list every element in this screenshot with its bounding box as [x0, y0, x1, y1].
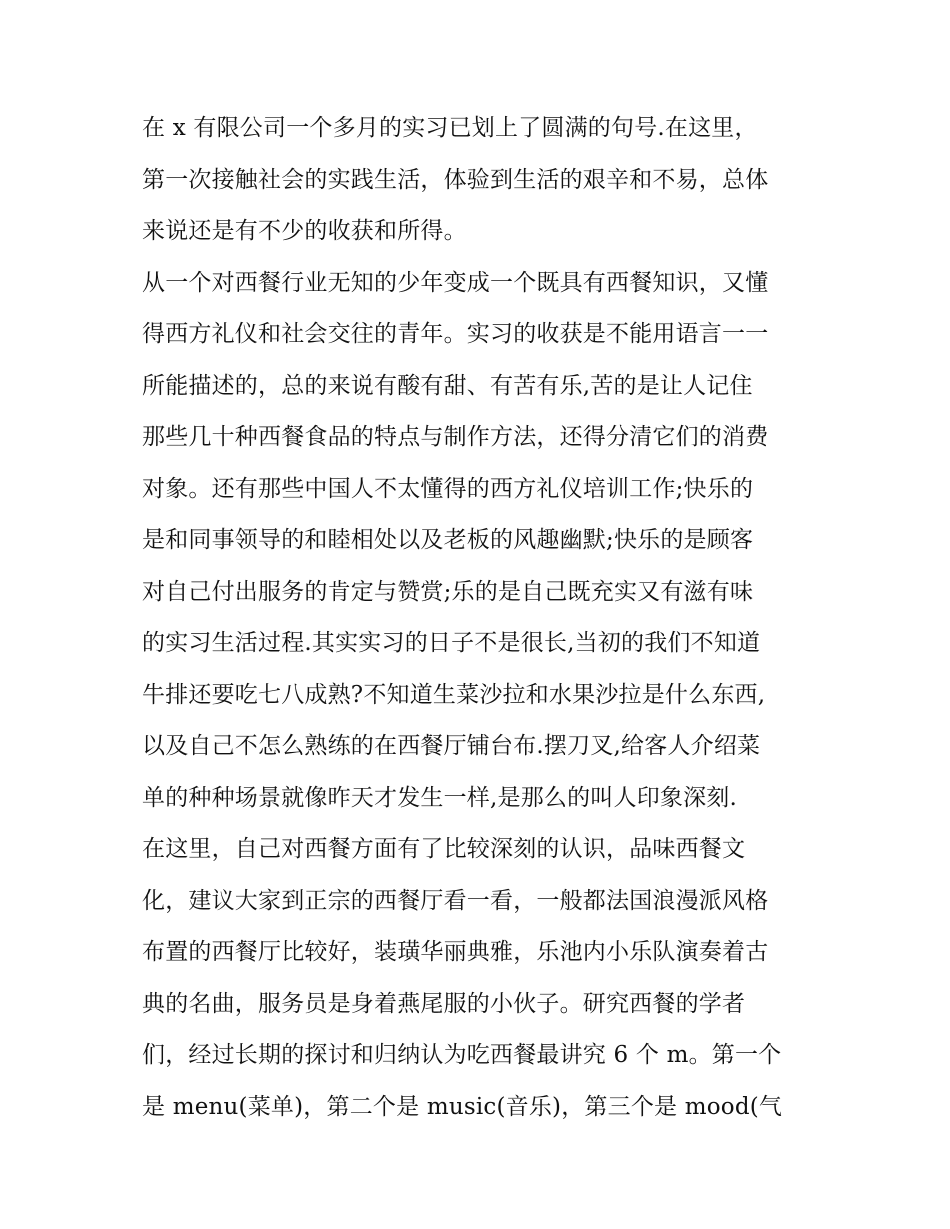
text-line: 从一个对西餐行业无知的少年变成一个既具有西餐知识，又懂 — [142, 269, 769, 296]
text-line: 化，建议大家到正宗的西餐厅看一看，一般都法国浪漫派风格 — [142, 887, 769, 914]
text-line: 对自己付出服务的肯定与赞赏;乐的是自己既充实又有滋有味 — [142, 578, 754, 605]
text-line: 所能描述的，总的来说有酸有甜、有苦有乐,苦的是让人记住 — [142, 372, 753, 399]
text-line: 对象。还有那些中国人不太懂得的西方礼仪培训工作;快乐的 — [142, 475, 754, 502]
text-line: 单的种种场景就像昨天才发生一样,是那么的叫人印象深刻. — [142, 784, 738, 811]
text-line: 在 x 有限公司一个多月的实习已划上了圆满的句号.在这里， — [142, 115, 758, 141]
text-line: 布置的西餐厅比较好，装璜华丽典雅，乐池内小乐队演奏着古 — [142, 939, 769, 965]
text-line: 以及自己不怎么熟练的在西餐厅铺台布.摆刀叉,给客人介绍菜 — [142, 733, 761, 759]
text-line: 牛排还要吃七八成熟?不知道生菜沙拉和水果沙拉是什么东西, — [142, 681, 766, 708]
body-text — [142, 110, 822, 1140]
text-line: 那些几十种西餐食品的特点与制作方法，还得分清它们的消费 — [142, 424, 769, 450]
text-line: 得西方礼仪和社会交往的青年。实习的收获是不能用语言一一 — [142, 321, 769, 347]
text-line: 是和同事领导的和睦相处以及老板的风趣幽默;快乐的是顾客 — [142, 527, 754, 553]
text-line: 是 menu(菜单)，第二个是 music(音乐)，第三个是 mood(气 — [142, 1093, 783, 1120]
text-line: 的实习生活过程.其实实习的日子不是很长,当初的我们不知道 — [142, 630, 761, 656]
text-line: 第一次接触社会的实践生活，体验到生活的艰辛和不易，总体 — [142, 166, 769, 193]
text-line: 典的名曲，服务员是身着燕尾服的小伙子。研究西餐的学者 — [142, 990, 746, 1017]
text-line: 在这里，自己对西餐方面有了比较深刻的认识，品味西餐文 — [142, 836, 746, 862]
text-line: 来说还是有不少的收获和所得。 — [142, 218, 467, 244]
text-line: 们，经过长期的探讨和归纳认为吃西餐最讲究 6 个 m。第一个 — [142, 1042, 782, 1068]
